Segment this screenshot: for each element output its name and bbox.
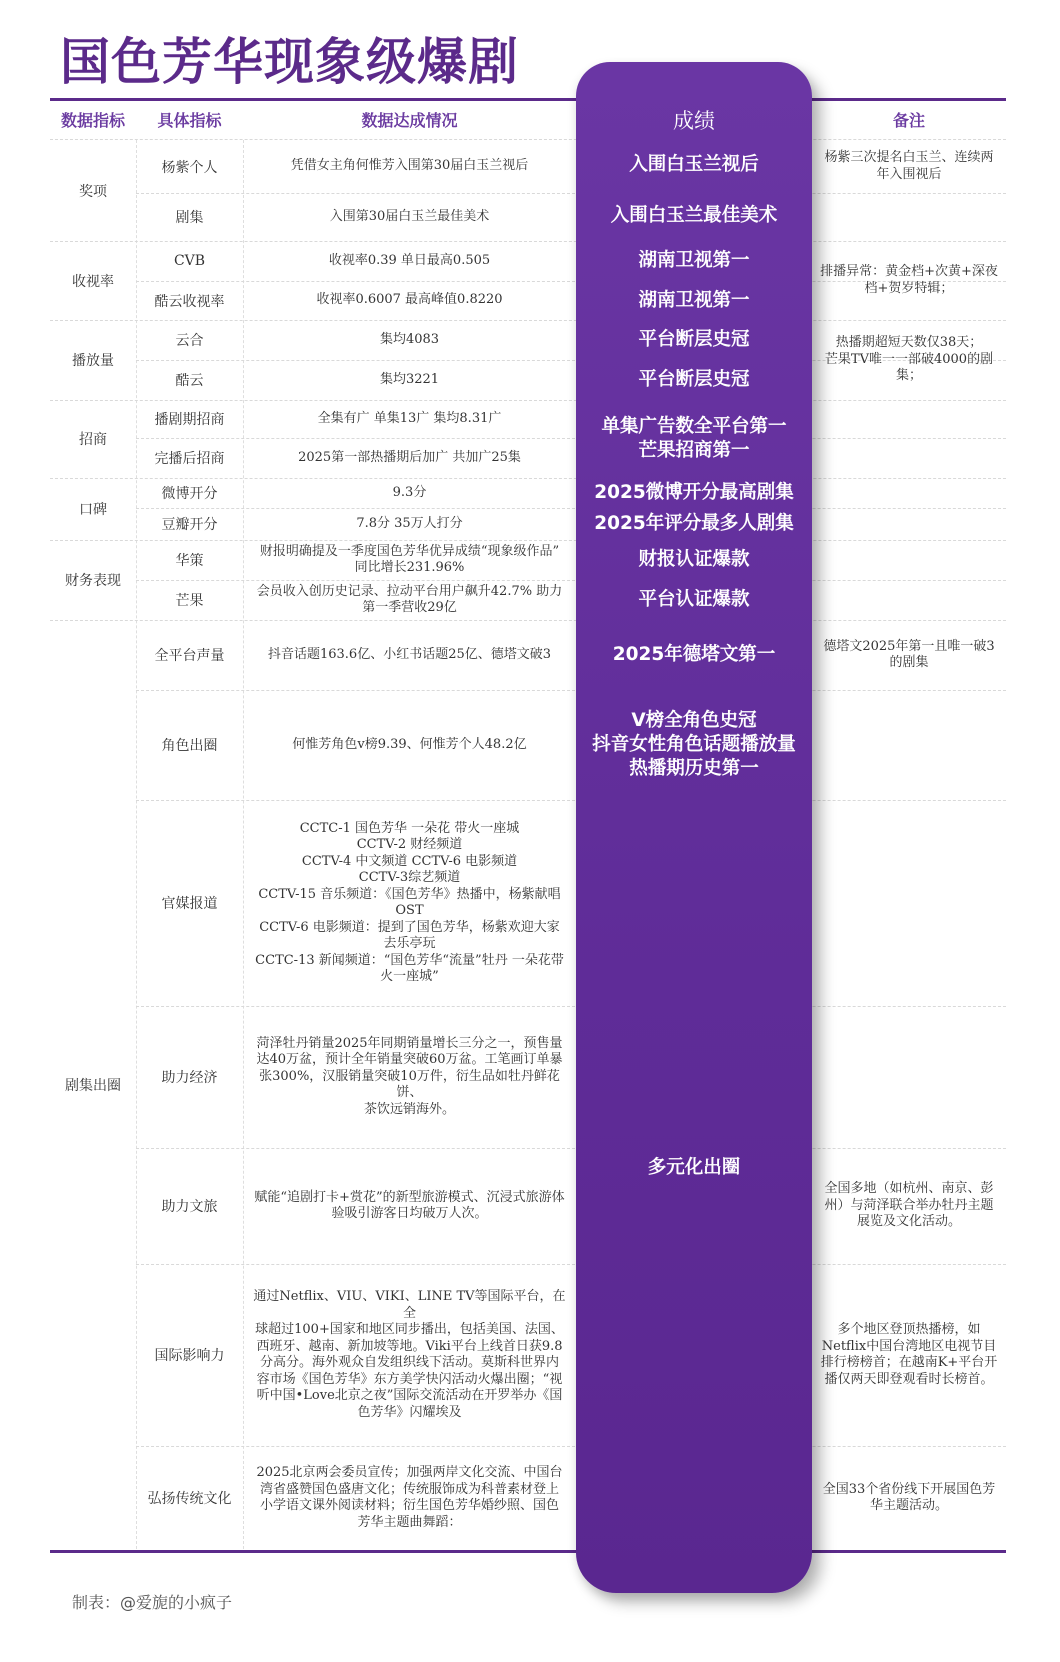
specific-cell: 全平台声量 <box>154 648 225 664</box>
header-category: 数据指标 <box>60 111 125 130</box>
note-cell: 多个地区登顶热播榜，如 Netflix中国台湾地区电视节目 排行榜榜首；在越南K+平台开 播仅两天即登观看时长榜首。 <box>820 1322 998 1387</box>
detail-cell: 集均3221 <box>379 371 440 387</box>
specific-cell: 助力文旅 <box>161 1199 218 1215</box>
note-cell: 全国33个省份线下开展国色芳 华主题活动。 <box>822 1481 996 1513</box>
result-cell: 平台断层史冠 <box>638 329 750 350</box>
specific-cell: 剧集 <box>175 210 204 226</box>
detail-cell: 抖音话题163.6亿、小红书话题25亿、德塔文破3 <box>267 646 552 662</box>
result-cell: 多元化出圈 <box>647 1157 741 1178</box>
specific-cell: 酷云 <box>175 373 204 389</box>
header-result: 成绩 <box>673 108 715 133</box>
detail-cell: 财报明确提及一季度国色芳华优异成绩“现象级作品” 同比增长231.96% <box>259 543 560 575</box>
specific-cell: 酷云收视率 <box>154 293 225 310</box>
detail-cell: 入围第30届白玉兰最佳美术 <box>329 208 490 224</box>
result-cell: 平台断层史冠 <box>638 369 750 390</box>
specific-cell: 微博开分 <box>161 486 218 502</box>
result-cell: V榜全角色史冠 抖音女性角色话题播放量 热播期历史第一 <box>592 710 796 779</box>
result-cell: 湖南卫视第一 <box>638 289 750 311</box>
note-cell: 德塔文2025年第一且唯一破3 的剧集 <box>823 638 995 670</box>
specific-cell: 助力经济 <box>161 1070 218 1086</box>
specific-cell: 播剧期招商 <box>154 412 225 428</box>
detail-cell: 收视率0.39 单日最高0.505 <box>328 252 491 268</box>
detail-cell: 2025第一部热播期后加广 共加广25集 <box>298 449 521 465</box>
detail-cell: CCTC-1 国色芳华 一朵花 带火一座城 CCTV-2 财经频道 CCTV-4 中文频道 CCTV-6 电影频道 CCTV-3综艺频道 CCTV-15 音乐频道：《国色芳华》热播中，杨紫献唱 OST CCTV-6 电影频道：提到了国色芳华，杨紫欢迎大家 去乐亭玩 CCTC-13 新闻频道：“国色芳华“流量”牡丹 一朵花带 火一座城” <box>255 820 564 984</box>
category-cell: 剧集出圈 <box>65 1078 121 1094</box>
header-specific: 具体指标 <box>157 111 222 130</box>
page-title: 国色芳华现象级爆剧 <box>60 33 519 91</box>
result-cell: 2025年评分最多人剧集 <box>594 513 794 534</box>
note-cell: 排播异常：黄金档+次黄+深夜 档+贺岁特辑； <box>820 264 998 296</box>
specific-cell: 国际影响力 <box>154 1348 225 1364</box>
result-cell: 单集广告数全平台第一 芒果招商第一 <box>601 416 787 461</box>
detail-cell: 全集有广 单集13广 集均8.31广 <box>317 410 502 426</box>
specific-cell: 角色出圈 <box>161 738 218 754</box>
result-cell: 入围白玉兰最佳美术 <box>610 205 778 226</box>
specific-cell: 芒果 <box>175 593 204 609</box>
specific-cell: 官媒报道 <box>161 896 218 912</box>
note-cell: 热播期超短天数仅38天； 芒果TV唯一一部破4000的剧集； <box>824 335 994 384</box>
result-cell: 平台认证爆款 <box>638 589 750 610</box>
detail-cell: 7.8分 35万人打分 <box>356 515 463 531</box>
category-cell: 奖项 <box>79 183 107 200</box>
detail-cell: 赋能“追剧打卡+赏花”的新型旅游模式、沉浸式旅游体 验吸引游客日均破万人次。 <box>254 1189 565 1221</box>
specific-cell: 完播后招商 <box>154 451 225 467</box>
category-cell: 口碑 <box>79 502 107 518</box>
result-cell: 2025微博开分最高剧集 <box>594 482 794 503</box>
footer-credit: 制表：@爱旎的小疯子 <box>72 1593 233 1612</box>
header-details: 数据达成情况 <box>361 111 458 130</box>
header-note: 备注 <box>892 111 925 130</box>
detail-cell: 2025北京两会委员宣传；加强两岸文化交流、中国台 湾省盛赞国色盛唐文化；传统服饰成为科普素材登上 小学语文课外阅读材料；衍生国色芳华婚纱照、国色 芳华主题曲舞蹈： <box>256 1465 563 1530</box>
detail-cell: 何惟芳角色v榜9.39、何惟芳个人48.2亿 <box>292 736 527 752</box>
result-cell: 入围白玉兰视后 <box>629 154 759 175</box>
note-cell: 杨紫三次提名白玉兰、连续两 年入围视后 <box>824 150 994 182</box>
category-cell: 收视率 <box>72 273 114 290</box>
detail-cell: 集均4083 <box>379 331 440 347</box>
result-cell: 湖南卫视第一 <box>638 250 750 271</box>
result-cell: 财报认证爆款 <box>638 549 750 570</box>
category-cell: 财务表现 <box>65 573 121 589</box>
note-cell: 全国多地（如杭州、南京、彭 州）与菏泽联合举办牡丹主题 展览及文化活动。 <box>824 1181 994 1230</box>
table-bottom-rule <box>50 1550 1006 1553</box>
detail-cell: 凭借女主角何惟芳入围第30届白玉兰视后 <box>290 158 529 174</box>
specific-cell: 华策 <box>175 553 204 569</box>
detail-cell: 9.3分 <box>392 484 427 500</box>
detail-cell: 菏泽牡丹销量2025年同期销量增长三分之一，预售量 达40万盆，预计全年销量突破60万盆。工笔画订单暴 张300%，汉服销量突破10万件，衍生品如牡丹鲜花饼、 茶饮远销海外。 <box>256 1035 563 1117</box>
specific-cell: 云合 <box>175 333 204 349</box>
detail-cell: 会员收入创历史记录、拉动平台用户飙升42.7% 助力 第一季营收29亿 <box>256 583 563 615</box>
specific-cell: 杨紫个人 <box>161 159 218 176</box>
specific-cell: CVB <box>173 253 206 269</box>
specific-cell: 弘扬传统文化 <box>147 1491 232 1507</box>
category-cell: 招商 <box>79 432 107 448</box>
category-cell: 播放量 <box>72 353 114 369</box>
detail-cell: 收视率0.6007 最高峰值0.8220 <box>316 292 503 308</box>
specific-cell: 豆瓣开分 <box>161 517 218 533</box>
result-cell: 2025年德塔文第一 <box>612 644 776 665</box>
detail-cell: 通过Netflix、VIU、VIKI、LINE TV等国际平台，在全 球超过100+国家和地区同步播出，包括美国、法国、 西班牙、越南、新加坡等地。Viki平台上线首日获9.8 分高分。海外观众自发组织线下活动。莫斯科世界内 容市场《国色芳华》东方美学快闪活动火爆出圈；“视 听中国•Love北京之夜”国际交流活动在开罗举办《国 色芳华》闪耀埃及 <box>253 1289 566 1420</box>
